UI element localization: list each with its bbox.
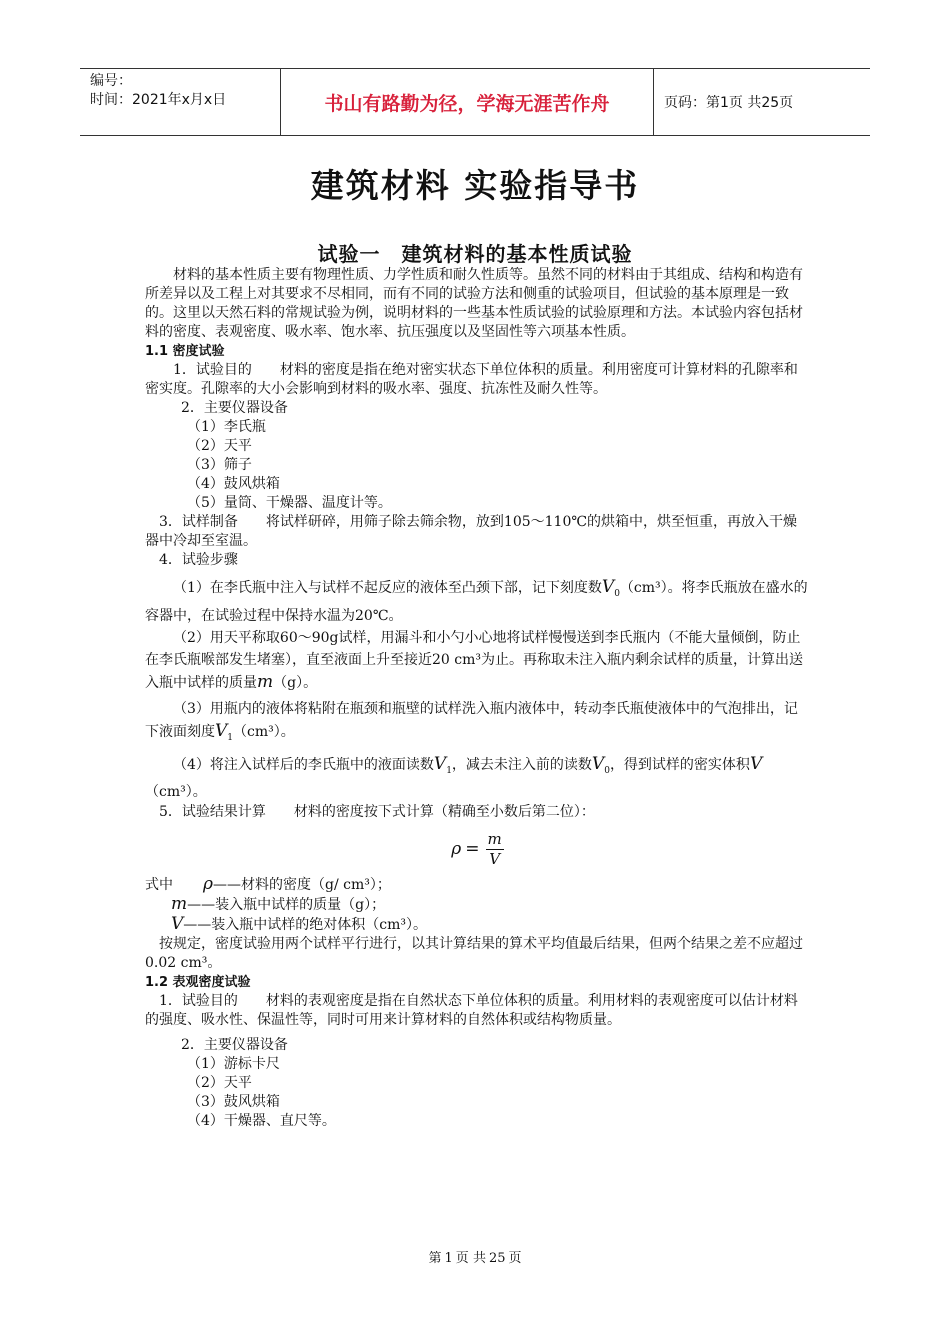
step-2: （2）用天平称取60～90g试样，用漏斗和小勺小心地将试样慢慢送到李氏瓶内（不能大量倾倒，防止在李氏瓶喉部发生堵塞），直至液面上升至接近20 cm³为止。再称取未注入瓶内剩余试样的质量，计算出送入瓶中试样的质量m（g）。 (145, 629, 803, 692)
definition-rho: 式中 ρ——材料的密度（g/ cm³）； (145, 874, 391, 895)
density-purpose: 1．试验目的 材料的密度是指在绝对密实状态下单位体积的质量。利用密度可计算材料的孔隙率和密实度。孔隙率的大小会影响到材料的吸水率、强度、抗冻性及耐久性等。 (145, 362, 798, 397)
equipment-item: （3）鼓风烘箱 (187, 1094, 280, 1111)
equipment-item: （5）量筒、干燥器、温度计等。 (187, 495, 392, 511)
header-date: 时间：2021年x月x日 (90, 92, 227, 108)
intro-paragraph: 材料的基本性质主要有物理性质、力学性质和耐久性质等。虽然不同的材料由于其组成、结构和构造有所差异以及工程上对其要求不尽相同，而有不同的试验方法和侧重的试验项目，但试验的基本原理是一致的。这里以天然石料的常规试验为例，说明材料的一些基本性质试验的试验原理和方法。本试验内容包括材料的密度、表观密度、吸水率、饱水率、抗压强度以及坚固性等六项基本性质。 (145, 267, 803, 340)
step-3: （3）用瓶内的液体将粘附在瓶颈和瓶壁的试样洗入瓶内液体中，转动李氏瓶使液体中的气泡排出，记下液面刻度$V_1(cm^3)$。 (145, 700, 798, 743)
symbol-v: V (215, 720, 228, 741)
formula-fraction: $\frac{m}{V}$ (487, 830, 502, 869)
section-heading-apparent-density: 1.2 表观密度试验 (145, 975, 251, 991)
header-motto: 书山有路勤为径，学海无涯苦作舟 (281, 69, 654, 135)
section-heading-density: 1.1 密度试验 (145, 344, 225, 359)
density-steps-title: 4．试验步骤 (159, 552, 238, 568)
symbol-m: m (257, 671, 274, 692)
footer-total-pages: 25 (488, 1251, 506, 1266)
equipment-item: （2）天平 (187, 438, 252, 454)
document-title: 建筑材料 实验指导书 (310, 166, 640, 205)
equipment-item: （4）鼓风烘箱 (187, 476, 280, 492)
equipment-item: （1）李氏瓶 (187, 419, 266, 435)
definition-m: m——装入瓶中试样的质量（g）； (171, 894, 386, 915)
density-equipment-title: 2．主要仪器设备 (181, 400, 288, 416)
density-calc: 5．试验结果计算 材料的密度按下式计算（精确至小数后第二位）： (159, 804, 595, 821)
density-note: 按规定，密度试验用两个试样平行进行，以其计算结果的算术平均值最后结果，但两个结果之差不应超过0.02 cm³。 (145, 936, 803, 972)
symbol-v: V (433, 753, 447, 774)
footer-page-number: 1 (444, 1251, 453, 1266)
density-formula: ρ = $\frac{m}{V}$ (451, 830, 502, 869)
page-header (80, 68, 870, 136)
page-footer: 第 1 页 共 25 页 (428, 1251, 522, 1266)
definition-v: V——装入瓶中试样的绝对体积（cm³）。 (171, 914, 428, 935)
formula-rho: ρ (451, 839, 462, 860)
header-number: 编号： (90, 73, 132, 89)
apparent-equipment-title: 2．主要仪器设备 (181, 1037, 288, 1054)
apparent-density-purpose: 1．试验目的 材料的表观密度是指在自然状态下单位体积的质量。利用材料的表观密度可以估计材料的强度、吸水性、保温性等，同时可用来计算材料的自然体积或结构物质量。 (145, 993, 798, 1029)
equipment-item: （4）干燥器、直尺等。 (187, 1113, 336, 1130)
header-page-info: 页码：第1页 共25页 (664, 95, 794, 111)
equipment-item: （3）筛子 (187, 457, 252, 473)
step-4: （4）将注入试样后的李氏瓶中的液面读数$V_1$，减去未注入前的读数$V_0$，得到试样的密实体积V（cm³）。 (145, 753, 763, 801)
header-meta (80, 69, 281, 135)
step-1: （1）在李氏瓶中注入与试样不起反应的液体至凸颈下部，记下刻度数$V_0(cm^3)$。将李氏瓶放在盛水的容器中，在试验过程中保持水温为20℃。 (145, 577, 808, 624)
symbol-v: V (601, 577, 615, 597)
symbol-v: V (591, 753, 605, 774)
experiment-title: 试验一 建筑材料的基本性质试验 (317, 242, 633, 266)
equipment-item: （2）天平 (187, 1075, 252, 1092)
equipment-item: （1）游标卡尺 (187, 1056, 280, 1073)
document-body (145, 266, 810, 1131)
density-preparation: 3．试样制备 将试样研碎，用筛子除去筛余物，放到105～110℃的烘箱中，烘至恒重，再放入干燥器中冷却至室温。 (145, 514, 798, 549)
symbol-v: V (749, 753, 763, 774)
